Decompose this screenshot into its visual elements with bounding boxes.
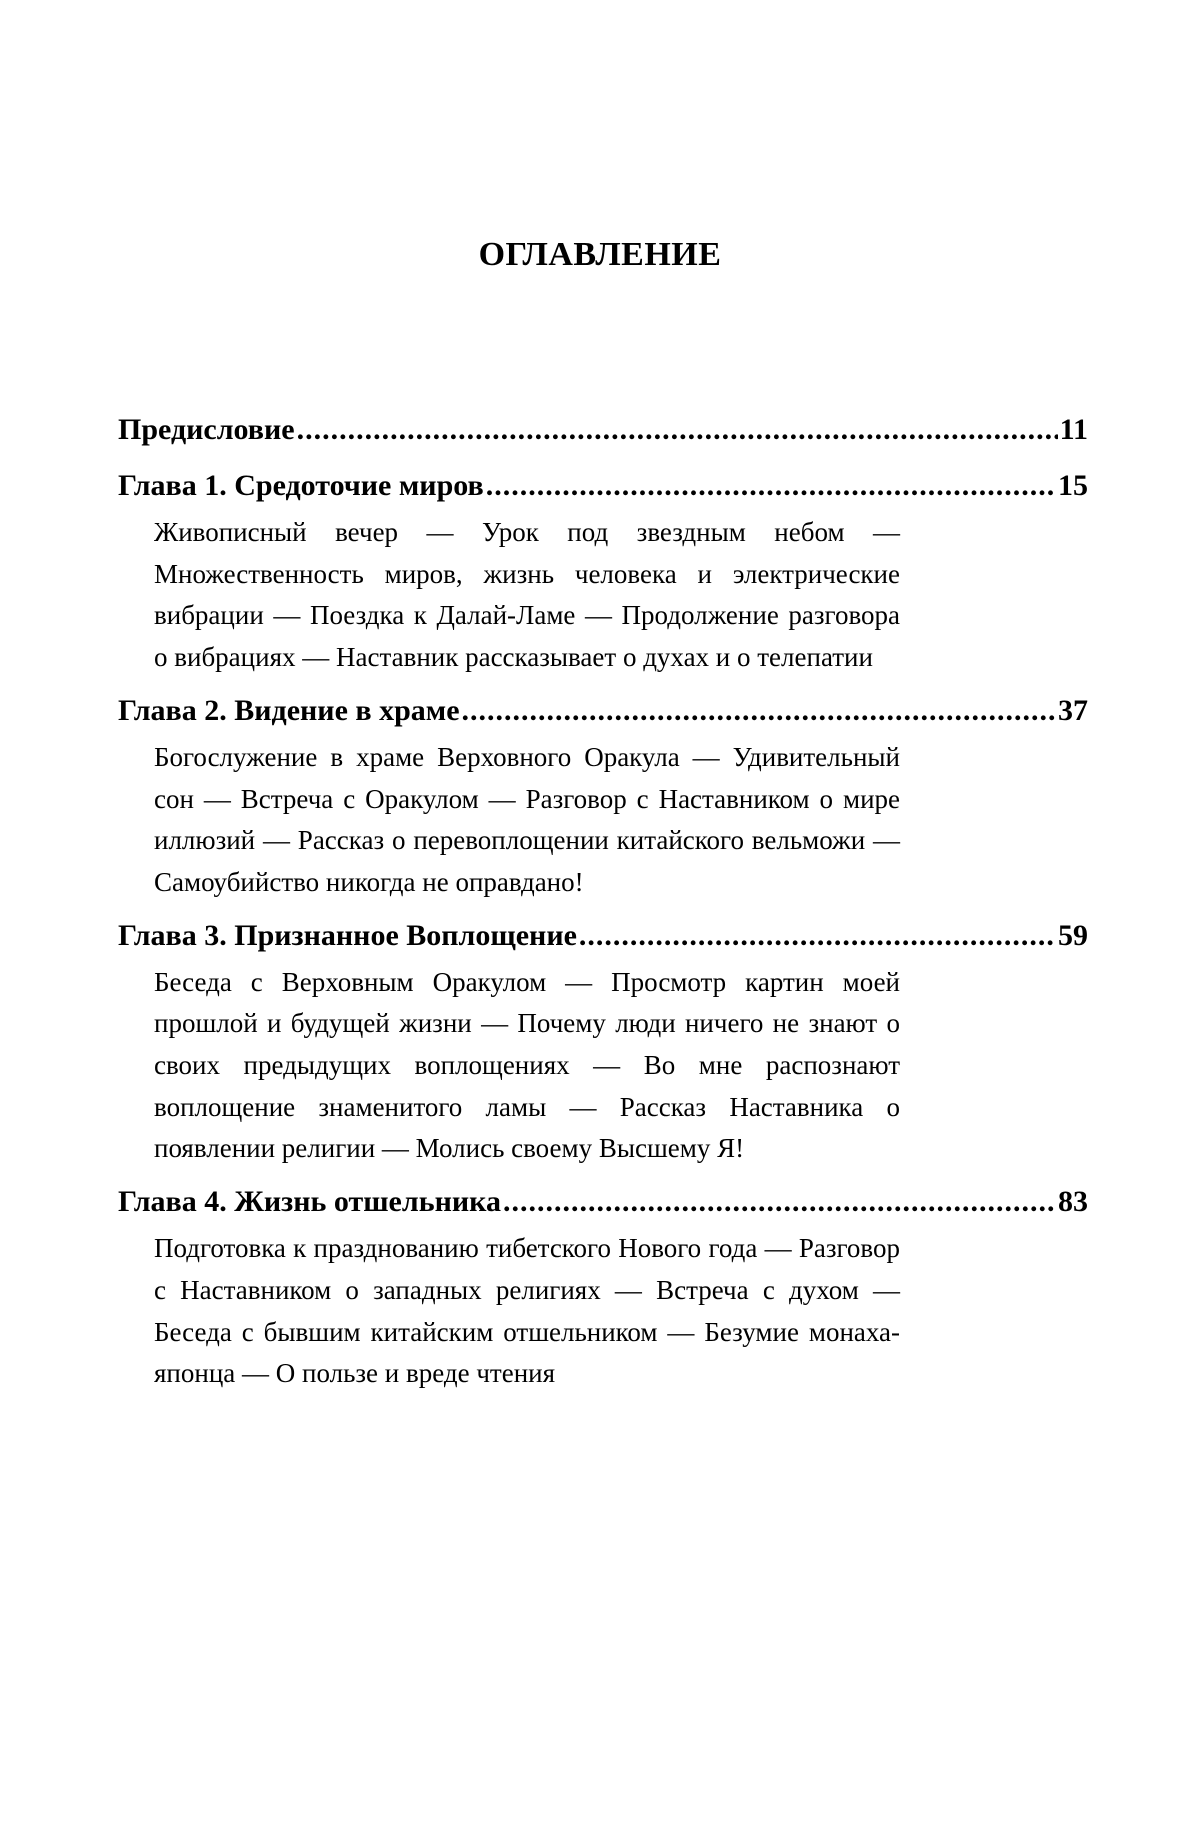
toc-entry-page-number: 59 bbox=[1058, 916, 1088, 956]
page-title: ОГЛАВЛЕНИЕ bbox=[0, 236, 1200, 274]
toc-entry-title: Глава 4. Жизнь отшельника bbox=[118, 1182, 501, 1222]
dot-leader bbox=[503, 1182, 1056, 1222]
toc-entry-chapter-4 bbox=[118, 1182, 1088, 1395]
dot-leader bbox=[579, 916, 1056, 956]
toc-entry-heading[interactable] bbox=[118, 410, 1088, 450]
toc-entry-chapter-3 bbox=[118, 916, 1088, 1171]
toc-entry-summary: Живописный вечер — Урок под звездным небом — Множественность миров, жизнь человека и электрические вибрации — Поездка к Далай-Ламе — Продолжение разговора о вибрациях — Наставник рассказывает о духах и о телепатии bbox=[154, 512, 900, 679]
toc-entry-heading[interactable] bbox=[118, 1182, 1088, 1222]
toc-entry-title: Предисловие bbox=[118, 410, 295, 450]
toc-entry-summary: Подготовка к празднованию тибетского Нового года — Разговор с Наставником о западных религиях — Встреча с духом — Беседа с бывшим китайским отшельником — Безумие монаха-японца — О пользе и вреде чтения bbox=[154, 1228, 900, 1395]
toc-entry-heading[interactable] bbox=[118, 691, 1088, 731]
toc-entry-page-number: 15 bbox=[1058, 466, 1088, 506]
toc-entry-summary: Богослужение в храме Верховного Оракула — Удивительный сон — Встреча с Оракулом — Разговор с Наставником о мире иллюзий — Рассказ о перевоплощении китайского вельможи — Самоубийство никогда не оправдано! bbox=[154, 737, 900, 904]
toc-entry-page-number: 37 bbox=[1058, 691, 1088, 731]
toc-entry-heading[interactable] bbox=[118, 916, 1088, 956]
toc-entry-preface bbox=[118, 410, 1088, 450]
toc-entry-chapter-2 bbox=[118, 691, 1088, 904]
toc-entry-page-number: 11 bbox=[1060, 410, 1088, 450]
toc-entry-page-number: 83 bbox=[1058, 1182, 1088, 1222]
toc-entry-summary: Беседа с Верховным Оракулом — Просмотр картин моей прошлой и будущей жизни — Почему люди ничего не знают о своих предыдущих воплощениях — Во мне распознают воплощение знаменитого ламы — Рассказ Наставника о появлении религии — Молись своему Высшему Я! bbox=[154, 962, 900, 1171]
toc-entry-chapter-1 bbox=[118, 466, 1088, 679]
dot-leader bbox=[486, 466, 1056, 506]
toc-entry-title: Глава 1. Средоточие миров bbox=[118, 466, 484, 506]
toc-entry-heading[interactable] bbox=[118, 466, 1088, 506]
dot-leader bbox=[462, 691, 1056, 731]
toc-entry-title: Глава 2. Видение в храме bbox=[118, 691, 460, 731]
toc-entry-title: Глава 3. Признанное Воплощение bbox=[118, 916, 577, 956]
table-of-contents bbox=[118, 410, 1088, 1395]
dot-leader bbox=[297, 410, 1058, 450]
